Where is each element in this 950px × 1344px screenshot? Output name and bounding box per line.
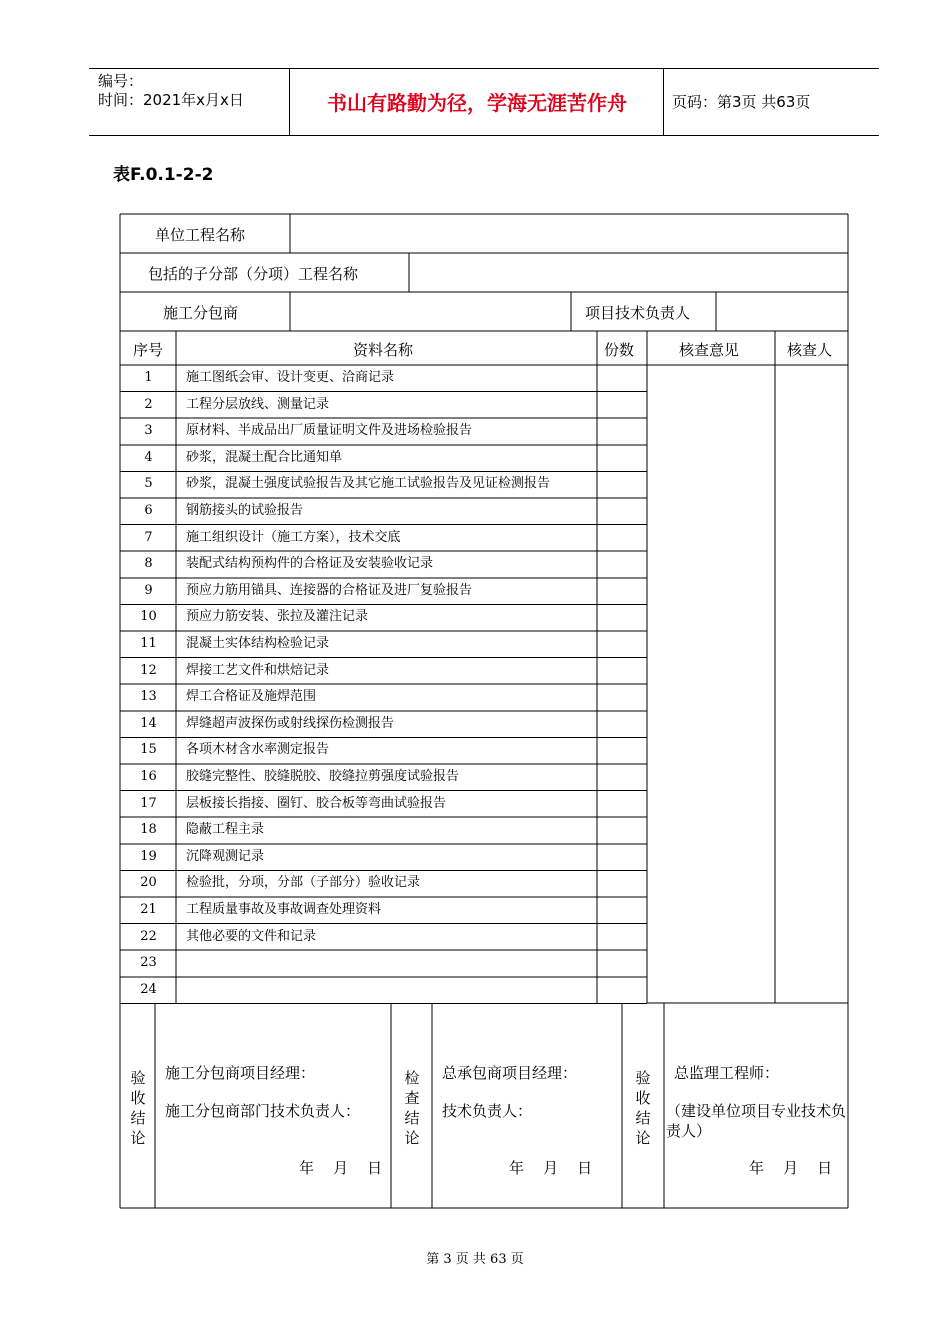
left-conclusion-line2: 施工分包商部门技术负责人： [165,1102,361,1120]
row-document-name: 原材料、半成品出厂质量证明文件及进场检验报告 [186,423,473,439]
row-document-name: 焊缝超声波探伤或射线探伤检测报告 [186,715,395,731]
row-document-name: 层板接长指接、圈钉、胶合板等弯曲试验报告 [186,795,447,811]
row-number: 13 [140,689,157,705]
right-conclusion-line2: （建设单位项目专业技术负责人） [666,1102,847,1140]
row-number: 8 [144,556,153,572]
header-page-info: 页码：第3页 共63页 [672,93,811,111]
right-conclusion-date: 年 月 日 [749,1159,833,1177]
page-footer: 第 3 页 共 63 页 [426,1252,524,1267]
row-number: 11 [140,636,157,651]
column-header-copies: 份数 [604,341,635,359]
row-number: 17 [140,795,157,811]
row-copies-cell[interactable] [598,526,646,551]
sub-project-label: 包括的子分部（分项）工程名称 [148,265,359,283]
row-copies-cell[interactable] [598,978,646,1003]
document-time-label: 时间：2021年x月x日 [98,91,244,109]
row-number: 20 [140,875,157,891]
row-copies-cell[interactable] [598,845,646,870]
row-copies-cell[interactable] [598,738,646,763]
row-number: 22 [140,928,157,944]
row-number: 16 [140,769,157,784]
row-copies-cell[interactable] [598,632,646,657]
row-copies-cell[interactable] [598,765,646,790]
left-conclusion-vertical-label: 验 收 结 论 [130,1069,146,1147]
row-document-name: 砂浆，混凝土配合比通知单 [186,449,343,465]
column-header-checker: 核查人 [787,341,833,359]
row-document-name: 预应力筋安装、张拉及灌注记录 [186,609,369,625]
row-copies-cell[interactable] [598,605,646,630]
row-copies-cell[interactable] [598,871,646,896]
row-number: 15 [140,742,157,758]
header-motto: 书山有路勤为径，学海无涯苦作舟 [327,91,627,115]
subcontractor-value[interactable] [292,294,569,330]
row-document-name: 工程分层放线、测量记录 [186,396,330,412]
row-document-name: 混凝土实体结构检验记录 [186,636,330,651]
row-copies-cell[interactable] [598,659,646,684]
sub-project-value[interactable] [411,255,847,291]
mid-conclusion-vertical-label: 检 查 结 论 [404,1069,420,1147]
row-document-name: 装配式结构预构件的合格证及安装验收记录 [186,556,434,572]
right-conclusion-vertical-label: 验 收 结 论 [635,1069,651,1147]
row-copies-cell[interactable] [598,393,646,418]
row-document-name: 预应力筋用锚具、连接器的合格证及进厂复验报告 [186,582,473,598]
column-header-opinion: 核查意见 [679,341,740,359]
row-number: 24 [140,981,157,997]
row-copies-cell[interactable] [598,366,646,391]
table-title: 表F.0.1-2-2 [113,165,214,185]
left-conclusion-line1: 施工分包商项目经理： [165,1064,316,1082]
row-number: 9 [144,582,153,598]
row-copies-cell[interactable] [598,951,646,976]
tech-lead-label: 项目技术负责人 [585,304,691,322]
row-number: 12 [140,662,157,678]
row-document-name: 隐蔽工程主录 [186,822,265,838]
row-copies-cell[interactable] [598,925,646,950]
row-number: 21 [140,902,157,917]
row-copies-cell[interactable] [598,818,646,843]
row-copies-cell[interactable] [598,472,646,497]
row-number: 3 [144,423,153,439]
row-document-name: 各项木材含水率测定报告 [186,742,330,758]
row-document-name: 施工组织设计（施工方案），技术交底 [186,529,401,545]
checker-cell[interactable] [777,367,847,1002]
row-copies-cell[interactable] [598,685,646,710]
row-copies-cell[interactable] [598,579,646,604]
row-number: 10 [140,609,157,625]
row-number: 4 [144,449,153,465]
unit-project-value[interactable] [292,216,847,252]
row-number: 1 [144,370,153,385]
row-number: 6 [144,503,153,518]
document-number-label: 编号： [98,72,144,90]
right-conclusion-line1: 总监理工程师： [674,1064,780,1082]
row-document-name: 其他必要的文件和记录 [186,928,317,944]
row-document-name: 胶缝完整性、胶缝脱胶、胶缝拉剪强度试验报告 [186,769,460,784]
row-document-name: 检验批，分项，分部（子部分）验收记录 [186,875,421,891]
row-number: 2 [144,396,153,412]
row-number: 19 [140,848,157,864]
subcontractor-label: 施工分包商 [163,304,239,322]
row-document-name: 砂浆，混凝土强度试验报告及其它施工试验报告及见证检测报告 [186,476,551,492]
mid-conclusion-line1: 总承包商项目经理： [442,1064,578,1082]
row-copies-cell[interactable] [598,792,646,817]
row-document-name: 工程质量事故及事故调查处理资料 [186,902,382,917]
unit-project-label: 单位工程名称 [155,226,246,244]
row-copies-cell[interactable] [598,898,646,923]
row-number: 5 [144,476,153,492]
row-document-name: 钢筋接头的试验报告 [186,503,304,518]
tech-lead-value[interactable] [718,294,847,330]
row-number: 7 [144,529,153,545]
mid-conclusion-line2: 技术负责人： [442,1102,533,1120]
column-header-name: 资料名称 [353,341,414,359]
mid-conclusion-date: 年 月 日 [509,1159,593,1177]
row-number: 14 [140,715,157,731]
review-opinion-cell[interactable] [649,367,774,1002]
row-copies-cell[interactable] [598,499,646,524]
row-number: 18 [140,822,157,838]
left-conclusion-date: 年 月 日 [299,1159,383,1177]
row-copies-cell[interactable] [598,552,646,577]
row-copies-cell[interactable] [598,712,646,737]
row-document-name: 焊工合格证及施焊范围 [186,689,317,705]
row-document-name: 施工图纸会审、设计变更、洽商记录 [186,370,395,385]
row-copies-cell[interactable] [598,446,646,471]
row-document-name: 沉降观测记录 [186,848,265,864]
row-number: 23 [140,955,157,971]
column-header-no: 序号 [133,341,164,359]
row-copies-cell[interactable] [598,419,646,444]
row-document-name: 焊接工艺文件和烘焙记录 [186,662,330,678]
